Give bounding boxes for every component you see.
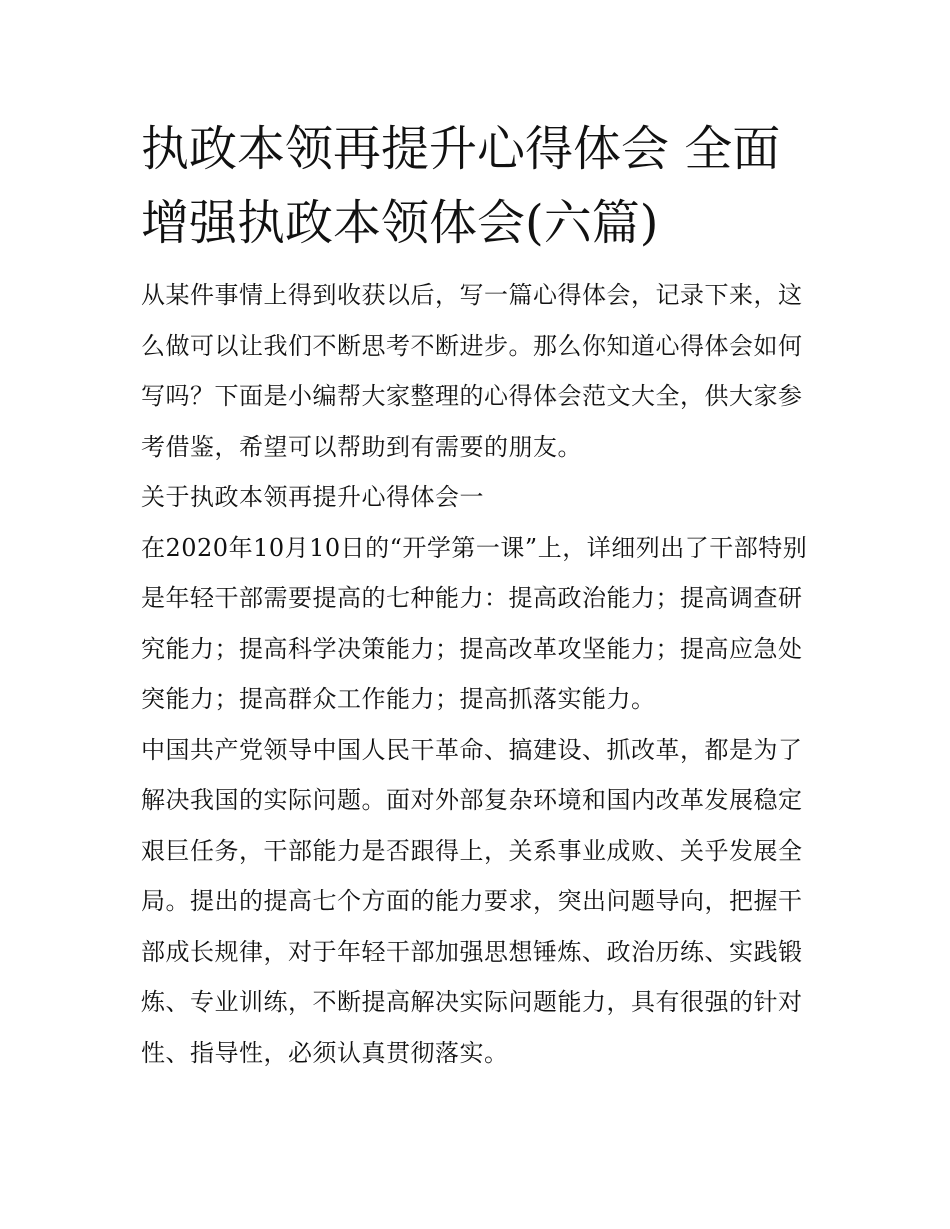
intro-paragraph: 从某件事情上得到收获以后，写一篇心得体会，记录下来，这么做可以让我们不断思考不断进步。那么你知道心得体会如何写吗？下面是小编帮大家整理的心得体会范文大全，供大家参考借鉴，希望可以帮助到有需要的朋友。	[141, 281, 803, 461]
document-title: 执政本领再提升心得体会 全面增强执政本领体会(六篇)	[141, 121, 781, 251]
body-paragraph: 中国共产党领导中国人民干革命、搞建设、抓改革，都是为了解决我国的实际问题。面对外部复杂环境和国内改革发展稳定艰巨任务，干部能力是否跟得上，关系事业成败、关乎发展全局。提出的提高七个方面的能力要求，突出问题导向，把握干部成长规律，对于年轻干部加强思想锤炼、政治历练、实践锻炼、专业训练，不断提高解决实际问题能力，具有很强的针对性、指导性，必须认真贯彻落实。	[141, 735, 803, 1067]
section-heading: 关于执政本领再提升心得体会一	[141, 483, 484, 511]
body-paragraph: 在2020年10月10日的“开学第一课”上，详细列出了干部特别是年轻干部需要提高的七种能力：提高政治能力；提高调查研究能力；提高科学决策能力；提高改革攻坚能力；提高应急处突能力；提高群众工作能力；提高抓落实能力。	[141, 533, 808, 713]
document-body	[141, 112, 813, 1078]
